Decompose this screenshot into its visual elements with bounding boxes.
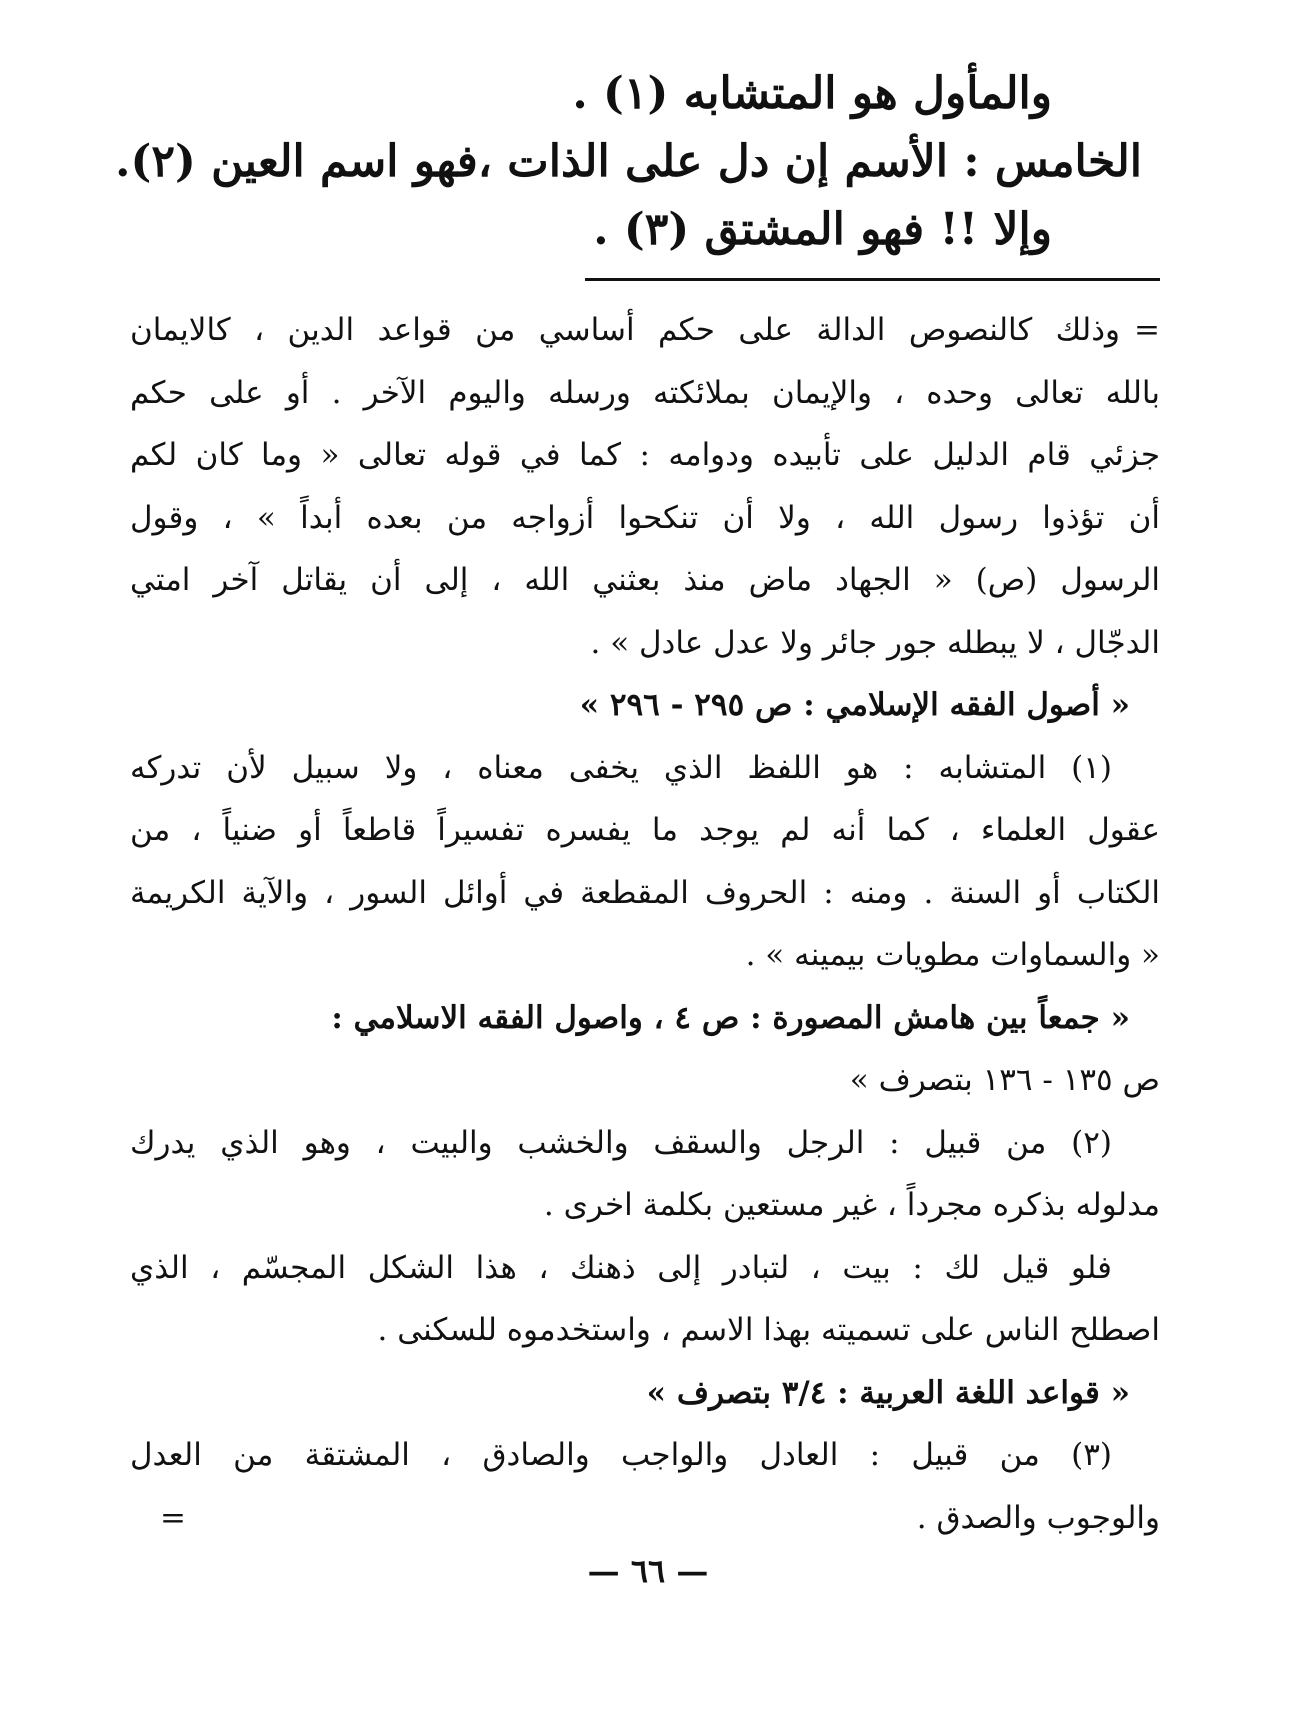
footnote-1-line-2: عقول العلماء ، كما أنه لم يوجد ما يفسره تفسيراً قاطعاً أو ضنياً ، من: [130, 812, 1160, 848]
document-page: [115, 60, 1160, 1680]
footnote-separator: [585, 278, 1160, 281]
footnote-2-line-3: فلو قيل لك : بيت ، لتبادر إلى ذهنك ، هذا الشكل المجسّم ، الذي: [130, 1249, 1112, 1286]
main-line-1: والمأول هو المتشابه (١) .: [572, 68, 1052, 119]
footnote-1-source-1: « جمعاً بين هامش المصورة : ص ٤ ، واصول الفقه الاسلامي :: [331, 999, 1130, 1036]
footnote-continued-line-4: أن تؤذوا رسول الله ، ولا أن تنكحوا أزواجه من بعده أبداً » ، وقول: [130, 499, 1160, 536]
footnote-2-line-2: مدلوله بذكره مجرداً ، غير مستعين بكلمة اخرى .: [543, 1187, 1160, 1223]
footnote-1-line-4: « والسماوات مطويات بيمينه » .: [745, 937, 1160, 973]
footnote-1-line-1: (١) المتشابه : هو اللفظ الذي يخفى معناه ، ولا سبيل لأن تدركه: [130, 749, 1112, 786]
footnote-1-line-3: الكتاب أو السنة . ومنه : الحروف المقطعة في أوائل السور ، والآية الكريمة: [130, 874, 1160, 911]
footnote-2-source: « قواعد اللغة العربية : ٣/٤ بتصرف »: [646, 1374, 1130, 1411]
footnote-continued-line-1: =وذلك كالنصوص الدالة على حكم أساسي من قواعد الدين ، كالايمان: [130, 299, 1160, 362]
main-line-3: وإلا !! فهو المشتق (٣) .: [593, 204, 1052, 255]
footnote-continued-line-5: الرسول (ص) « الجهاد ماض منذ بعثني الله ، إلى أن يقاتل آخر امتي: [130, 562, 1160, 598]
footnote-continued-line-3: جزئي قام الدليل على تأبيده ودوامه : كما في قوله تعالى « وما كان لكم: [130, 437, 1160, 473]
continuation-mark: =: [1134, 312, 1160, 348]
main-line-2: الخامس : الأسم إن دل على الذات ،فهو اسم العين (٢).: [115, 136, 1142, 187]
page-number: — ٦٦ —: [587, 1552, 709, 1590]
footnote-continued-line-6: الدجّال ، لا يبطله جور جائر ولا عدل عادل » .: [590, 624, 1160, 661]
footnote-continued-line-2: بالله تعالى وحده ، والإيمان بملائكته ورسله واليوم الآخر . أو على حكم: [130, 374, 1160, 411]
footnote-continued-source: « أصول الفقه الإسلامي : ص ٢٩٥ - ٢٩٦ »: [579, 687, 1130, 723]
footnote-2-line-1: (٢) من قبيل : الرجل والسقف والخشب والبيت ، وهو الذي يدرك: [130, 1124, 1112, 1161]
end-continuation-mark: =: [160, 1499, 186, 1536]
footnote-2-line-4: اصطلح الناس على تسميته بهذا الاسم ، واستخدموه للسكنى .: [377, 1312, 1160, 1348]
footnote-3-line-2: والوجوب والصدق . =: [130, 1487, 1160, 1550]
footnotes: [130, 299, 1160, 1549]
main-text: [115, 60, 1160, 264]
footnote-3-line-1: (٣) من قبيل : العادل والواجب والصادق ، المشتقة من العدل: [130, 1437, 1112, 1473]
footnote-1-source-2: ص ١٣٥ - ١٣٦ بتصرف »: [849, 1062, 1160, 1098]
